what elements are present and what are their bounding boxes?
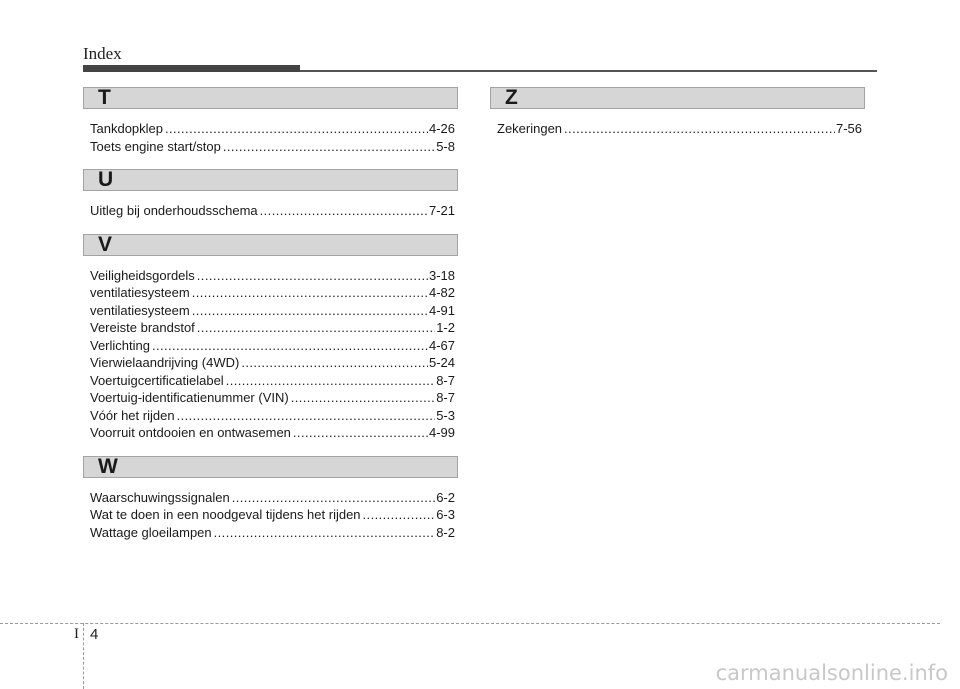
watermark: carmanualsonline.info bbox=[715, 661, 948, 685]
dot-leader bbox=[197, 267, 428, 285]
dot-leader bbox=[192, 284, 428, 302]
dot-leader bbox=[223, 138, 435, 156]
entry-name: Waarschuwingssignalen bbox=[90, 489, 230, 505]
footer-section-label: I bbox=[74, 626, 79, 642]
dot-leader bbox=[241, 354, 428, 372]
entry-page-ref: 4-99 bbox=[428, 425, 455, 440]
dot-leader bbox=[214, 524, 436, 542]
dot-leader bbox=[177, 407, 436, 425]
header-accent-bar bbox=[83, 65, 300, 72]
entry-page-ref: 5-3 bbox=[436, 407, 455, 423]
index-section-header bbox=[83, 456, 458, 478]
entry-name: Verlichting bbox=[90, 337, 150, 353]
section-letter: W bbox=[98, 454, 118, 478]
entry-page-ref: 1-2 bbox=[436, 320, 455, 335]
entry-name: ventilatiesysteem bbox=[90, 285, 190, 300]
entry-page-ref: 5-24 bbox=[428, 355, 455, 370]
index-entry[interactable] bbox=[83, 489, 458, 507]
index-entry[interactable] bbox=[83, 372, 458, 390]
section-letter: Z bbox=[505, 86, 518, 109]
section-spacer bbox=[83, 442, 458, 456]
entry-page-ref: 4-91 bbox=[428, 302, 455, 318]
section-letter: T bbox=[98, 86, 111, 109]
index-section-header bbox=[83, 234, 458, 256]
footer-page-number: 4 bbox=[90, 626, 99, 643]
entry-name: Tankdopklep bbox=[90, 121, 163, 136]
dot-leader bbox=[291, 389, 436, 407]
entry-page-ref: 4-26 bbox=[428, 121, 455, 136]
entry-name: Veiligheidsgordels bbox=[90, 267, 195, 283]
section-letter: V bbox=[98, 232, 113, 256]
dot-leader bbox=[197, 319, 435, 337]
entry-name: Wattage gloeilampen bbox=[90, 524, 212, 540]
index-entry[interactable] bbox=[83, 354, 458, 372]
section-letter: U bbox=[98, 168, 114, 191]
footer-divider bbox=[83, 623, 84, 689]
index-column-left bbox=[83, 87, 458, 541]
footer-rule bbox=[0, 623, 940, 624]
dot-leader bbox=[293, 424, 428, 442]
dot-leader bbox=[152, 337, 428, 355]
index-section-header bbox=[490, 87, 865, 109]
dot-leader bbox=[260, 202, 428, 220]
entry-name: Vereiste brandstof bbox=[90, 320, 195, 335]
dot-leader bbox=[363, 506, 436, 524]
entry-page-ref: 6-2 bbox=[436, 489, 455, 505]
index-entry[interactable] bbox=[83, 524, 458, 542]
entry-name: Vóór het rijden bbox=[90, 407, 175, 423]
page-header-title: Index bbox=[83, 44, 122, 63]
dot-leader bbox=[232, 489, 436, 507]
index-entry[interactable] bbox=[83, 267, 458, 285]
entry-page-ref: 6-3 bbox=[436, 507, 455, 522]
index-entry[interactable] bbox=[83, 506, 458, 524]
index-section-header bbox=[83, 87, 458, 109]
entry-page-ref: 8-2 bbox=[436, 524, 455, 540]
entry-name: Vierwielaandrijving (4WD) bbox=[90, 355, 240, 370]
index-column-right bbox=[490, 87, 865, 138]
index-entry[interactable] bbox=[83, 138, 458, 156]
dot-leader bbox=[226, 372, 436, 390]
index-entry[interactable] bbox=[83, 120, 458, 138]
index-entry[interactable] bbox=[83, 202, 458, 220]
index-entry[interactable] bbox=[490, 120, 865, 138]
index-section-header bbox=[83, 169, 458, 191]
index-entry[interactable] bbox=[83, 407, 458, 425]
dot-leader bbox=[192, 302, 428, 320]
section-spacer bbox=[83, 155, 458, 169]
index-entry[interactable] bbox=[83, 302, 458, 320]
entry-page-ref: 7-21 bbox=[428, 203, 455, 218]
index-entry[interactable] bbox=[83, 337, 458, 355]
entry-page-ref: 3-18 bbox=[428, 267, 455, 283]
entry-name: Voertuigcertificatielabel bbox=[90, 372, 224, 388]
index-entry[interactable] bbox=[83, 319, 458, 337]
entry-name: Voorruit ontdooien en ontwasemen bbox=[90, 425, 291, 440]
entry-name: Uitleg bij onderhoudsschema bbox=[90, 203, 258, 218]
index-entry[interactable] bbox=[83, 424, 458, 442]
dot-leader bbox=[165, 120, 428, 138]
entry-name: Toets engine start/stop bbox=[90, 138, 221, 154]
entry-page-ref: 8-7 bbox=[436, 390, 455, 405]
entry-name: Voertuig-identificatienummer (VIN) bbox=[90, 390, 289, 405]
entry-page-ref: 4-82 bbox=[428, 285, 455, 300]
entry-page-ref: 7-56 bbox=[835, 121, 862, 136]
entry-page-ref: 4-67 bbox=[428, 337, 455, 353]
index-entry[interactable] bbox=[83, 389, 458, 407]
entry-page-ref: 8-7 bbox=[436, 372, 455, 388]
index-entry[interactable] bbox=[83, 284, 458, 302]
entry-name: ventilatiesysteem bbox=[90, 302, 190, 318]
entry-name: Zekeringen bbox=[497, 121, 563, 136]
entry-page-ref: 5-8 bbox=[436, 138, 455, 154]
section-spacer bbox=[83, 220, 458, 234]
dot-leader bbox=[564, 120, 835, 138]
entry-name: Wat te doen in een noodgeval tijdens het rijden bbox=[90, 507, 361, 522]
